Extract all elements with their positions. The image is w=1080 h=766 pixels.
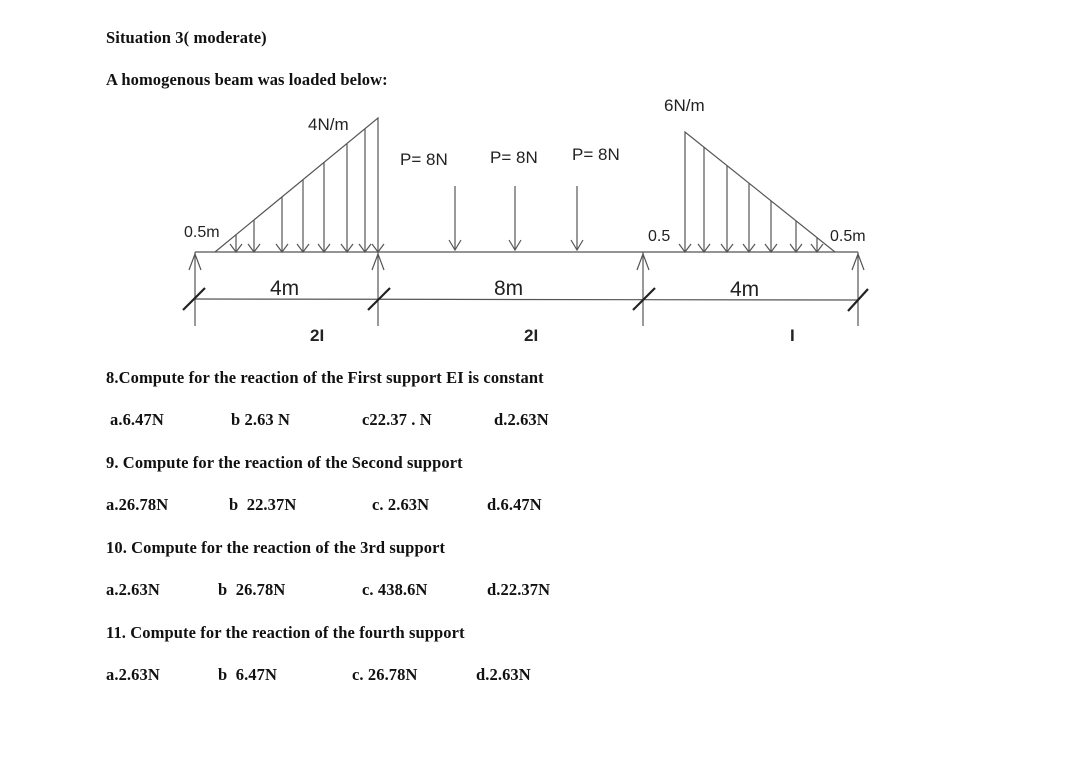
right-offset-label: 0.5m (830, 228, 866, 245)
left-offset-label: 0.5m (184, 224, 220, 241)
right-triangular-load (685, 132, 835, 252)
q9-option-a: a.26.78N (106, 495, 169, 514)
span-1-stiffness: 2I (310, 326, 325, 345)
question-11: 11. Compute for the reaction of the fourth support (106, 623, 465, 642)
right-inner-offset-label: 0.5 (648, 228, 671, 245)
q10-option-a: a.2.63N (106, 580, 160, 599)
q9-option-c: c. 2.63N (372, 495, 430, 514)
point-load-arrows (449, 186, 583, 250)
span-3-length: 4m (730, 278, 760, 301)
span-2-length: 8m (494, 277, 524, 300)
q11-option-d: d.2.63N (476, 665, 531, 684)
situation-title: Situation 3( moderate) (106, 28, 267, 47)
question-9: 9. Compute for the reaction of the Second support (106, 453, 463, 472)
point-load-label-3: P= 8N (572, 145, 620, 164)
q8-option-d: d.2.63N (494, 410, 549, 429)
q11-option-b: b 6.47N (218, 665, 278, 684)
question-8: 8.Compute for the reaction of the First support EI is constant (106, 368, 544, 387)
q8-option-b: b 2.63 N (231, 410, 291, 429)
beam-diagram (0, 0, 1080, 360)
right-load-arrows (679, 147, 823, 252)
question-10: 10. Compute for the reaction of the 3rd support (106, 538, 446, 557)
q8-option-a: a.6.47N (110, 410, 164, 429)
q8-option-c: c22.37 . N (362, 410, 432, 429)
q10-option-c: c. 438.6N (362, 580, 428, 599)
q10-option-b: b 26.78N (218, 580, 286, 599)
q11-option-a: a.2.63N (106, 665, 160, 684)
left-load-arrows (230, 129, 384, 252)
q11-option-c: c. 26.78N (352, 665, 418, 684)
q9-option-b: b 22.37N (229, 495, 297, 514)
q10-option-d: d.22.37N (487, 580, 551, 599)
span-3-stiffness: I (790, 326, 795, 345)
point-load-label-1: P= 8N (400, 150, 448, 169)
left-load-label: 4N/m (308, 115, 349, 134)
span-2-stiffness: 2I (524, 326, 539, 345)
intro-text: A homogenous beam was loaded below: (106, 70, 388, 89)
right-load-label: 6N/m (664, 96, 705, 115)
span-1-length: 4m (270, 277, 300, 300)
q9-option-d: d.6.47N (487, 495, 542, 514)
point-load-label-2: P= 8N (490, 148, 538, 167)
left-triangular-load (215, 118, 378, 252)
